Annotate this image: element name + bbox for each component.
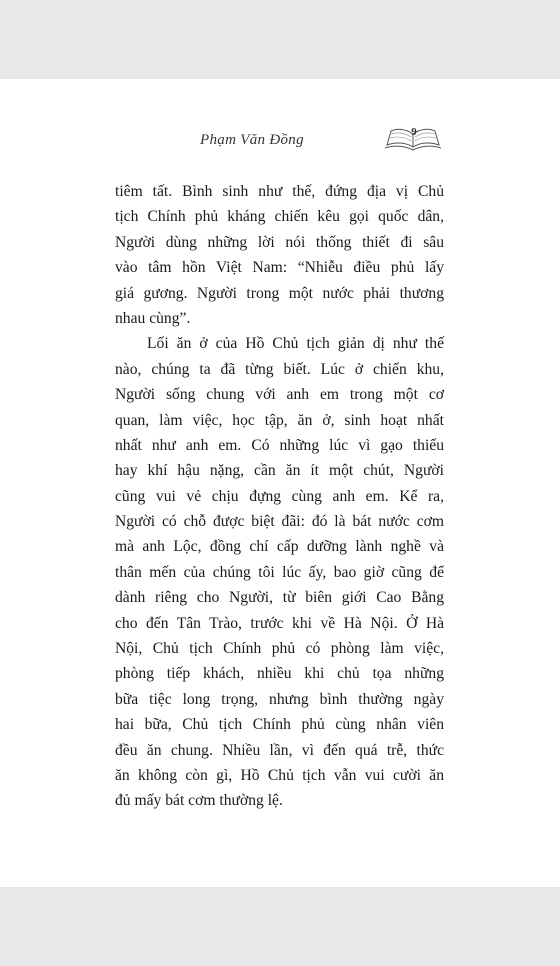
text-line: Người sống chung với anh em trong một cơ (115, 386, 444, 404)
text-line: mà anh Lộc, đồng chí cấp dưỡng lành nghề và (115, 538, 444, 556)
text-line: ăn không còn gì, Hồ Chủ tịch vẫn vui cười ăn (115, 766, 444, 784)
paragraph-2 (115, 331, 444, 813)
page-number: 9 (411, 126, 417, 138)
text-line: tịch Chính phủ kháng chiến kêu gọi quốc dân, (115, 208, 444, 226)
text-line: Người có chỗ được biệt đãi: đó là bát nước cơm (115, 513, 444, 531)
paragraph-1 (115, 179, 444, 331)
text-line: đều ăn chung. Nhiều lần, vì đến quá trễ, thức (115, 741, 444, 759)
book-page (0, 79, 560, 887)
header-author-name: Phạm Văn Đồng (200, 132, 304, 148)
text-line: nào, chúng ta đã từng biết. Lúc ở chiến khu, (115, 360, 444, 378)
text-line: cho đến Tân Trào, trước khi về Hà Nội. Ở Hà (115, 614, 444, 632)
text-line: bữa tiệc long trọng, nhưng bình thường ngày (115, 690, 444, 708)
text-line: Người dùng những lời nói thống thiết đi sâu (115, 233, 444, 251)
text-line: phòng tiếp khách, nhiều khi chủ tọa những (115, 665, 444, 683)
text-line: vào tâm hồn Việt Nam: “Nhiễu điều phủ lấy (115, 259, 444, 277)
bottom-margin-band (0, 887, 560, 966)
text-line: quan, làm việc, học tập, ăn ở, sinh hoạt nhất (115, 411, 444, 429)
running-header (0, 126, 560, 159)
text-line: cũng vui vẻ chịu đựng cùng anh em. Kể ra, (115, 487, 444, 505)
text-line: đủ mấy bát cơm thường lệ. (115, 792, 283, 810)
text-line: nhất như anh em. Có những lúc vì gạo thiếu (115, 436, 444, 454)
top-margin-band (0, 0, 560, 79)
text-line: thân mến của chúng tôi lúc ấy, bao giờ cũng để (115, 563, 444, 581)
text-line: Lối ăn ở của Hồ Chủ tịch giản dị như thế (147, 335, 444, 353)
text-line: Nội, Chủ tịch Chính phủ có phòng làm việc, (115, 640, 444, 658)
text-line: hay khí hậu nặng, cần ăn ít một chút, Người (115, 462, 444, 480)
body-text (115, 179, 444, 814)
text-line: nhau cùng”. (115, 309, 191, 327)
text-line: tiêm tất. Bình sinh như thế, đứng địa vị Chủ (115, 183, 444, 200)
text-line: hai bữa, Chủ tịch Chính phủ cùng nhân viên (115, 716, 444, 734)
text-line: dành riêng cho Người, từ biên giới Cao Bằng (115, 589, 444, 607)
text-line: giá gương. Người trong một nước phải thương (115, 284, 444, 302)
